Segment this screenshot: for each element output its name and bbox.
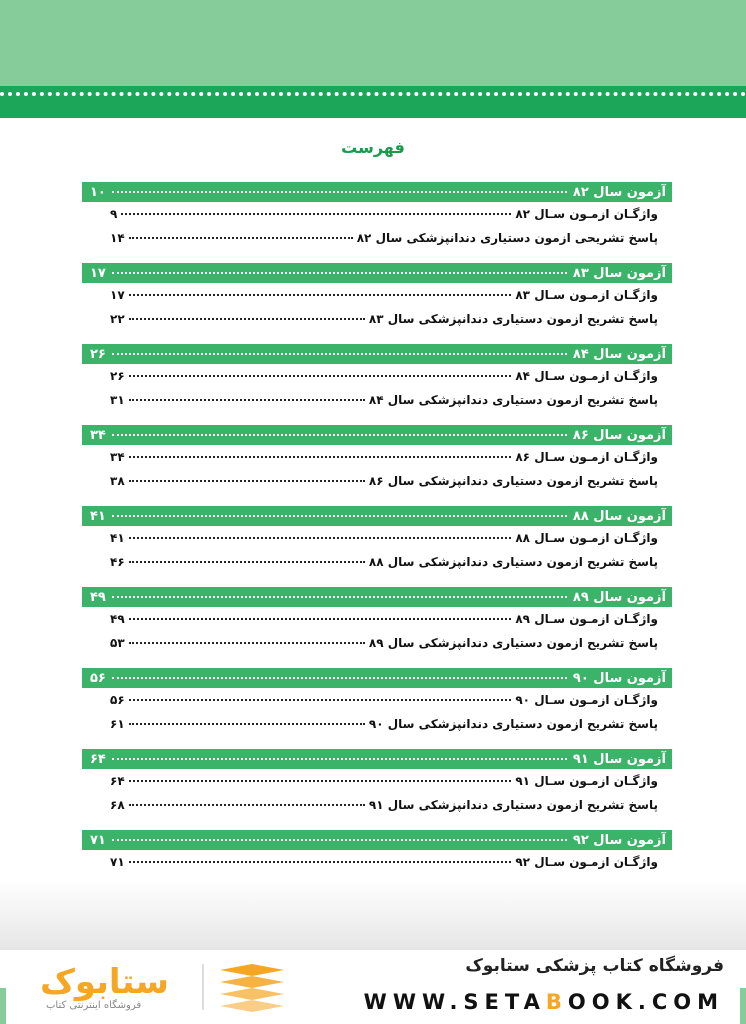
toc-entry[interactable]: [82, 226, 672, 250]
entry-page-number: ۳۱: [110, 393, 125, 407]
entry-title: واژگـان ازمـون سـال ۹۱: [515, 774, 658, 788]
toc-section-heading[interactable]: [82, 587, 672, 607]
page-bottom-shadow: [0, 880, 746, 950]
header-dotted-line: [0, 92, 746, 96]
section-page-number: ۴۱: [90, 508, 106, 524]
entry-title: واژگـان ازمـون سـال ۸۳: [515, 288, 658, 302]
toc-section-heading[interactable]: [82, 749, 672, 769]
entry-page-number: ۳۸: [110, 474, 125, 488]
section-title: آزمون سال ۹۱: [572, 751, 666, 767]
toc-section: [82, 425, 672, 493]
section-page-number: ۳۴: [90, 427, 106, 443]
toc-entry[interactable]: [82, 607, 672, 631]
page-title: فهرست: [341, 138, 405, 157]
entry-title: پاسخ تشریح ازمون دستیاری دندانپزشکی سال ۹۱: [368, 798, 658, 812]
dot-leader: [112, 596, 567, 598]
entry-title: پاسخ تشریح ازمون دستیاری دندانپزشکی سال ۸۶: [368, 474, 658, 488]
dot-leader: [129, 480, 365, 482]
toc-entry[interactable]: [82, 388, 672, 412]
entry-page-number: ۶۱: [110, 717, 125, 731]
toc-section: [82, 263, 672, 331]
dot-leader: [112, 434, 567, 436]
entry-page-number: ۶۴: [110, 774, 125, 788]
toc-entry[interactable]: [82, 712, 672, 736]
toc-section-heading[interactable]: [82, 506, 672, 526]
section-title: آزمون سال ۸۹: [572, 589, 666, 605]
toc-section-heading[interactable]: [82, 263, 672, 283]
entry-page-number: ۹: [110, 207, 118, 221]
header-band: [0, 0, 746, 86]
dot-leader: [129, 861, 512, 863]
entry-title: واژگـان ازمـون سـال ۸۹: [515, 612, 658, 626]
dot-leader: [129, 699, 512, 701]
dot-leader: [129, 537, 512, 539]
dot-leader: [112, 191, 567, 193]
section-title: آزمون سال ۸۳: [572, 265, 666, 281]
toc-section: [82, 749, 672, 817]
toc-entry[interactable]: [82, 283, 672, 307]
entry-page-number: ۷۱: [110, 855, 125, 869]
store-url[interactable]: [364, 990, 724, 1014]
entry-page-number: ۲۲: [110, 312, 125, 326]
entry-title: واژگـان ازمـون سـال ۸۶: [515, 450, 658, 464]
entry-page-number: ۱۴: [110, 231, 125, 245]
entry-title: پاسخ تشریح ازمون دستیاری دندانپزشکی سال ۸۳: [368, 312, 658, 326]
toc-entry[interactable]: [82, 769, 672, 793]
toc-section: [82, 506, 672, 574]
toc-section: [82, 587, 672, 655]
dot-leader: [129, 318, 365, 320]
dot-leader: [112, 515, 567, 517]
entry-page-number: ۴۹: [110, 612, 125, 626]
dot-leader: [129, 456, 512, 458]
toc-section: [82, 182, 672, 250]
toc-section-heading[interactable]: [82, 425, 672, 445]
toc-entry[interactable]: [82, 631, 672, 655]
url-part-2: B: [545, 990, 568, 1014]
toc-section-heading[interactable]: [82, 668, 672, 688]
entry-page-number: ۱۷: [110, 288, 125, 302]
entry-title: پاسخ تشریحی ازمون دستیاری دندانپزشکی سال ۸۲: [356, 231, 658, 245]
section-title: آزمون سال ۸۴: [572, 346, 666, 362]
dot-leader: [129, 237, 353, 239]
url-part-1: WWW.SETA: [363, 990, 546, 1014]
dot-leader: [112, 758, 567, 760]
section-page-number: ۱۰: [90, 184, 106, 200]
dot-leader: [129, 294, 512, 296]
dot-leader: [112, 353, 567, 355]
footer-right-edge: [740, 988, 746, 1024]
entry-page-number: ۵۳: [110, 636, 125, 650]
entry-title: پاسخ تشریح ازمون دستیاری دندانپزشکی سال ۹۰: [368, 717, 658, 731]
dot-leader: [112, 677, 567, 679]
section-page-number: ۶۴: [90, 751, 106, 767]
toc-entry[interactable]: [82, 688, 672, 712]
logo-divider: [202, 964, 204, 1010]
toc-entry[interactable]: [82, 445, 672, 469]
toc-section-heading[interactable]: [82, 182, 672, 202]
entry-page-number: ۴۱: [110, 531, 125, 545]
section-title: آزمون سال ۸۸: [572, 508, 666, 524]
toc-entry[interactable]: [82, 793, 672, 817]
entry-page-number: ۳۴: [110, 450, 125, 464]
entry-title: واژگـان ازمـون سـال ۹۰: [515, 693, 658, 707]
entry-page-number: ۵۶: [110, 693, 125, 707]
dot-leader: [129, 642, 365, 644]
setabook-logo-icon: [216, 964, 288, 1012]
dot-leader: [129, 723, 365, 725]
entry-title: واژگـان ازمـون سـال ۹۲: [515, 855, 658, 869]
section-page-number: ۱۷: [90, 265, 106, 281]
dot-leader: [112, 839, 567, 841]
table-of-contents: [82, 182, 672, 911]
toc-entry[interactable]: [82, 364, 672, 388]
logo-wordmark: ستابوک: [40, 962, 169, 1002]
url-part-3: OOK.COM: [567, 990, 724, 1014]
dot-leader: [129, 375, 512, 377]
header-green-strip: [0, 86, 746, 118]
dot-leader: [129, 561, 365, 563]
section-page-number: ۴۹: [90, 589, 106, 605]
store-name: فروشگاه کتاب پزشکی ستابوک: [465, 956, 724, 976]
toc-entry[interactable]: [82, 850, 672, 874]
section-title: آزمون سال ۸۶: [572, 427, 666, 443]
toc-entry[interactable]: [82, 469, 672, 493]
section-title: آزمون سال ۸۲: [572, 184, 666, 200]
toc-entry[interactable]: [82, 550, 672, 574]
section-page-number: ۷۱: [90, 832, 106, 848]
toc-section: [82, 668, 672, 736]
toc-entry[interactable]: [82, 526, 672, 550]
toc-section: [82, 344, 672, 412]
footer-left-edge: [0, 988, 6, 1024]
logo-tagline: فروشگاه اینترنتی کتاب: [46, 1000, 142, 1011]
section-title: آزمون سال ۹۰: [572, 670, 666, 686]
section-page-number: ۲۶: [90, 346, 106, 362]
toc-section-heading[interactable]: [82, 830, 672, 850]
toc-entry[interactable]: [82, 202, 672, 226]
toc-section-heading[interactable]: [82, 344, 672, 364]
section-page-number: ۵۶: [90, 670, 106, 686]
dot-leader: [121, 213, 511, 215]
store-logo[interactable]: [40, 958, 290, 1018]
entry-page-number: ۶۸: [110, 798, 125, 812]
dot-leader: [129, 618, 512, 620]
toc-entry[interactable]: [82, 307, 672, 331]
entry-title: پاسخ تشریح ازمون دستیاری دندانپزشکی سال ۸۹: [368, 636, 658, 650]
section-title: آزمون سال ۹۲: [572, 832, 666, 848]
dot-leader: [129, 780, 512, 782]
entry-page-number: ۲۶: [110, 369, 125, 383]
entry-title: پاسخ تشریح ازمون دستیاری دندانپزشکی سال ۸۴: [368, 393, 658, 407]
entry-page-number: ۴۶: [110, 555, 125, 569]
footer: [0, 950, 746, 1024]
dot-leader: [129, 399, 365, 401]
entry-title: پاسخ تشریح ازمون دستیاری دندانپزشکی سال ۸۸: [368, 555, 658, 569]
dot-leader: [129, 804, 365, 806]
entry-title: واژگـان ازمـون سـال ۸۲: [515, 207, 658, 221]
entry-title: واژگـان ازمـون سـال ۸۸: [515, 531, 658, 545]
dot-leader: [112, 272, 567, 274]
entry-title: واژگـان ازمـون سـال ۸۴: [515, 369, 658, 383]
